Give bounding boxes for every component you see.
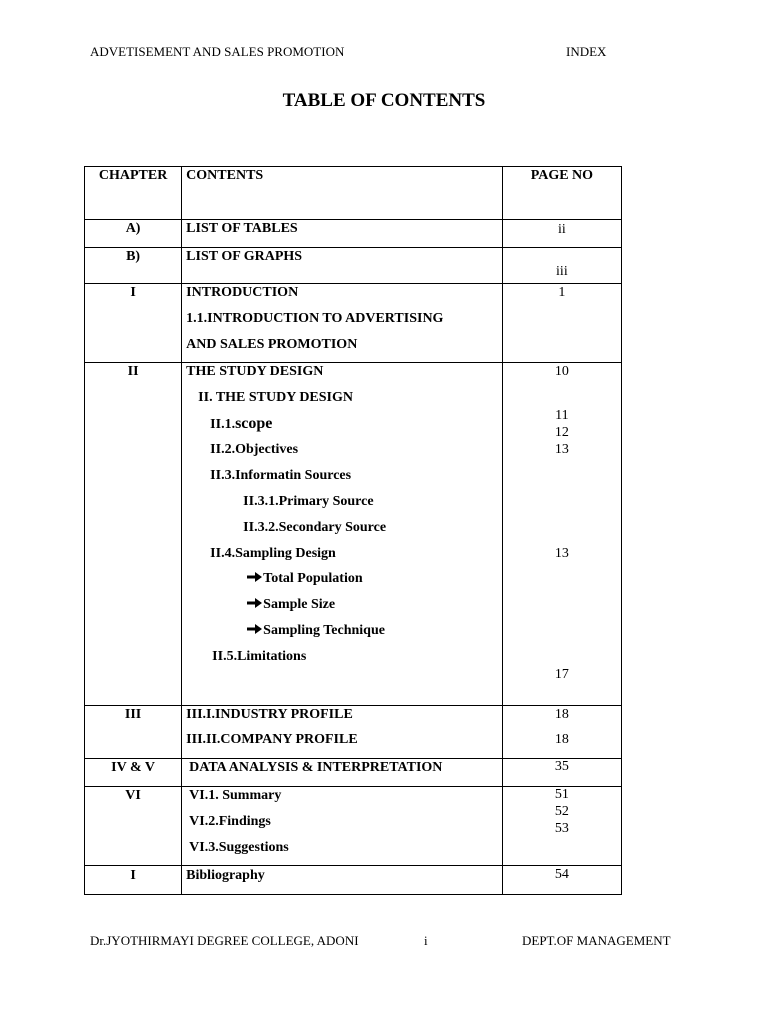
table-of-contents [84, 166, 622, 895]
right-arrow-icon [246, 623, 263, 635]
footer-page-number: i [424, 933, 428, 948]
contents-item: VI.1. Summary [189, 788, 282, 803]
chapter-cell: VI [125, 788, 141, 803]
page-number: iii [556, 264, 568, 279]
bullet-label: Total Population [263, 571, 363, 586]
page-number: 1 [558, 285, 566, 300]
page-number: 11 [555, 408, 569, 423]
page-title: TABLE OF CONTENTS [282, 90, 486, 111]
contents-item: II.3.1.Primary Source [243, 494, 374, 509]
table-header-row [85, 167, 622, 220]
contents-item: VI.2.Findings [189, 814, 271, 829]
footer-college: Dr.JYOTHIRMAYI DEGREE COLLEGE, ADONI [90, 933, 359, 948]
contents-item: II.3.2.Secondary Source [243, 520, 387, 535]
header-page-no: PAGE NO [530, 168, 594, 183]
page-number: 53 [554, 821, 569, 836]
table-row [85, 866, 622, 895]
chapter-cell: I [130, 285, 136, 300]
contents-item: II. THE STUDY DESIGN [198, 390, 353, 405]
bullet-label: Sample Size [263, 597, 336, 612]
contents-item: Bibliography [186, 868, 265, 883]
contents-item: VI.3.Suggestions [189, 840, 289, 855]
contents-item: LIST OF TABLES [186, 221, 298, 236]
page-number: 12 [554, 425, 569, 440]
chapter-cell: A) [125, 221, 141, 236]
contents-item: THE STUDY DESIGN [186, 364, 324, 379]
page-number: ii [557, 222, 566, 237]
contents-item [246, 597, 335, 613]
header-section: INDEX [566, 44, 607, 59]
chapter-cell: II [127, 364, 139, 379]
contents-item [246, 623, 385, 639]
contents-item: AND SALES PROMOTION [186, 337, 358, 352]
table-row [85, 787, 622, 866]
section-title: scope [235, 415, 273, 432]
chapter-cell: I [130, 868, 136, 883]
contents-item: II.2.Objectives [210, 442, 299, 457]
contents-item: III.I.INDUSTRY PROFILE [186, 707, 353, 722]
contents-item: DATA ANALYSIS & INTERPRETATION [189, 760, 443, 775]
contents-item: 1.1.INTRODUCTION TO ADVERTISING [186, 311, 444, 326]
page-number: 18 [554, 707, 569, 722]
chapter-cell: IV & V [111, 760, 155, 775]
contents-item [210, 416, 272, 433]
section-number: II.1. [210, 417, 236, 432]
table-row [85, 220, 622, 248]
page-number: 18 [554, 732, 569, 747]
page-number: 35 [554, 759, 569, 774]
page-number: 54 [554, 867, 569, 882]
page-number: 13 [554, 442, 569, 457]
right-arrow-icon [246, 571, 263, 583]
header-contents: CONTENTS [186, 168, 264, 183]
right-arrow-icon [246, 597, 263, 609]
contents-item: II.5.Limitations [212, 649, 307, 664]
page-number: 17 [554, 667, 569, 682]
page-number: 10 [554, 364, 569, 379]
contents-item: II.3.Informatin Sources [210, 468, 352, 483]
contents-item [246, 571, 362, 587]
contents-item: LIST OF GRAPHS [186, 249, 303, 264]
contents-item: II.4.Sampling Design [210, 546, 336, 561]
header-chapter: CHAPTER [98, 168, 168, 183]
page-number: 52 [554, 804, 569, 819]
footer-department: DEPT.OF MANAGEMENT [522, 933, 671, 948]
bullet-label: Sampling Technique [263, 623, 385, 638]
page-number: 51 [554, 787, 569, 802]
contents-item: III.II.COMPANY PROFILE [186, 732, 358, 747]
header-title: ADVETISEMENT AND SALES PROMOTION [90, 44, 345, 59]
contents-item: INTRODUCTION [186, 285, 299, 300]
table-row [85, 248, 622, 284]
page-number: 13 [554, 546, 569, 561]
table-row [85, 363, 622, 706]
chapter-cell: B) [126, 249, 141, 264]
table-row [85, 759, 622, 787]
table-row [85, 284, 622, 363]
table-row [85, 706, 622, 759]
chapter-cell: III [124, 707, 142, 722]
